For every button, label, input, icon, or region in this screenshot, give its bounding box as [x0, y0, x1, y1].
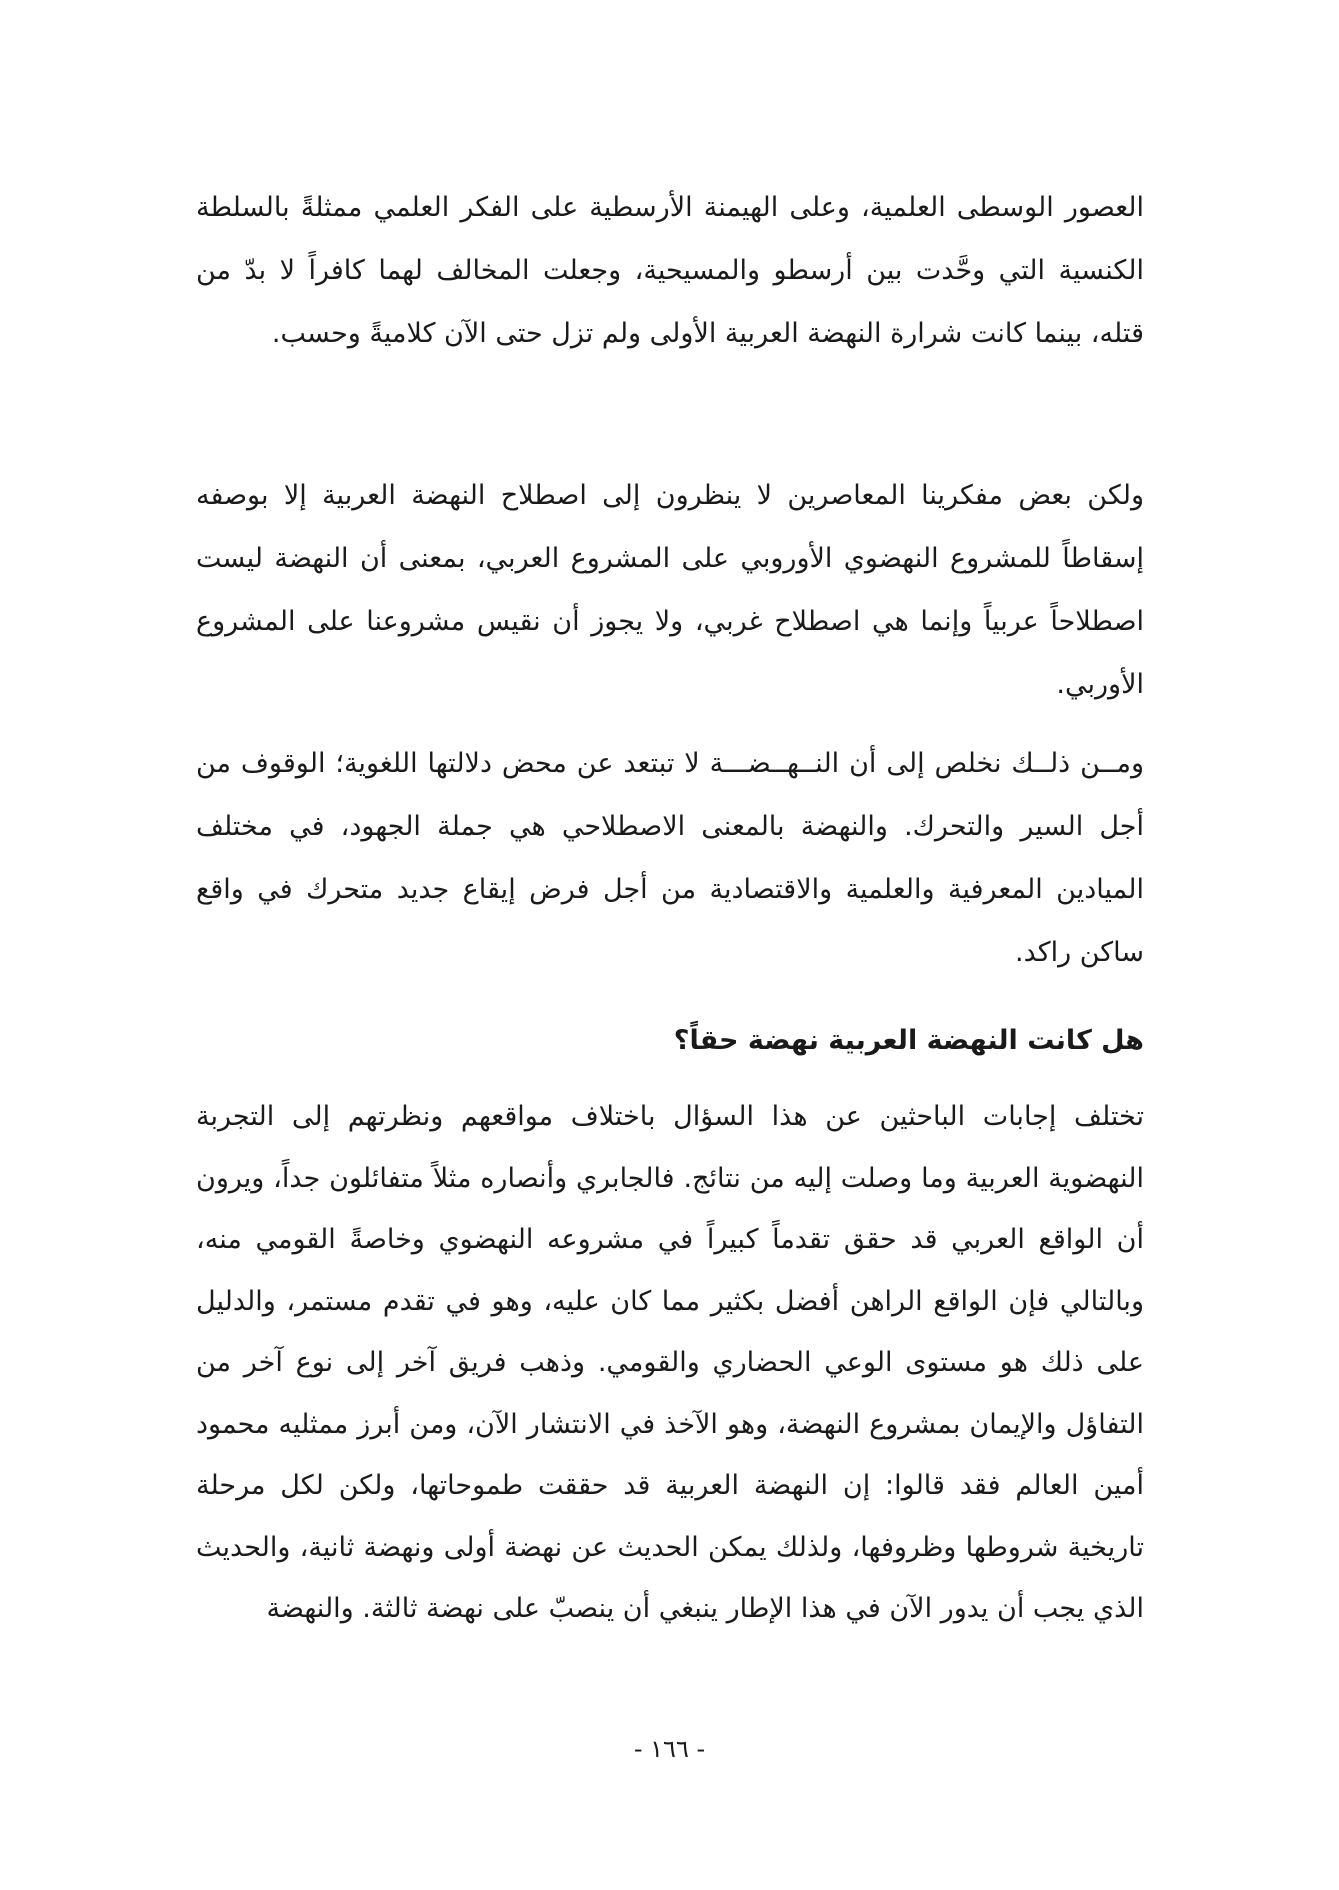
paragraph-4: تختلف إجابات الباحثين عن هذا السؤال باختلاف مواقعهم ونظرتهم إلى التجربة النهضوية العربية وما وصلت إليه من نتائج. فالجابري وأنصاره مثلاً متفائلون جداً، ويرون أن الواقع العربي قد حقق تقدماً كبيراً في مشروعه النهضوي وخاصةً القومي منه، وبالتالي فإن الواقع الراهن أفضل بكثير مما كان عليه، وهو في تقدم مستمر، والدليل على ذلك هو مستوى الوعي الحضاري والقومي. وذهب فريق آخر إلى نوع آخر من التفاؤل والإيمان بمشروع النهضة، وهو الآخذ في الانتشار الآن، ومن أبرز ممثليه محمود أمين العالم فقد قالوا: إن النهضة العربية قد حققت طموحاتها، ولكن لكل مرحلة تاريخية شروطها وظروفها، ولذلك يمكن الحديث عن نهضة أولى ونهضة ثانية، والحديث الذي يجب أن يدور الآن في هذا الإطار ينبغي أن ينصبّ على نهضة ثالثة. والنهضة [196, 1101, 1144, 1624]
paragraph-2: ولكن بعض مفكرينا المعاصرين لا ينظرون إلى اصطلاح النهضة العربية إلا بوصفه إسقاطاً للمشروع النهضوي الأوروبي على المشروع العربي، بمعنى أن النهضة ليست اصطلاحاً عربياً وإنما هي اصطلاح غربي، ولا يجوز أن نقيس مشروعنا على المشروع الأوربي. [196, 480, 1144, 700]
page-number: - ١٦٦ - [633, 1735, 706, 1763]
paragraph-1: العصور الوسطى العلمية، وعلى الهيمنة الأرسطية على الفكر العلمي ممثلةً بالسلطة الكنسية التي وحَّدت بين أرسطو والمسيحية، وجعلت المخالف لهما كافراً لا بدّ من قتله، بينما كانت شرارة النهضة العربية الأولى ولم تزل حتى الآن كلاميةً وحسب. [196, 192, 1144, 349]
paragraph-3: ومــن ذلــك نخلص إلى أن النــهــضـــة لا تبتعد عن محض دلالتها اللغوية؛ الوقوف من أجل السير والتحرك. والنهضة بالمعنى الاصطلاحي هي جملة الجهود، في مختلف الميادين المعرفية والعلمية والاقتصادية من أجل فرض إيقاع جديد متحرك في واقع ساكن راكد. [196, 748, 1144, 968]
section-heading: هل كانت النهضة العربية نهضة حقاً؟ [673, 1025, 1144, 1056]
